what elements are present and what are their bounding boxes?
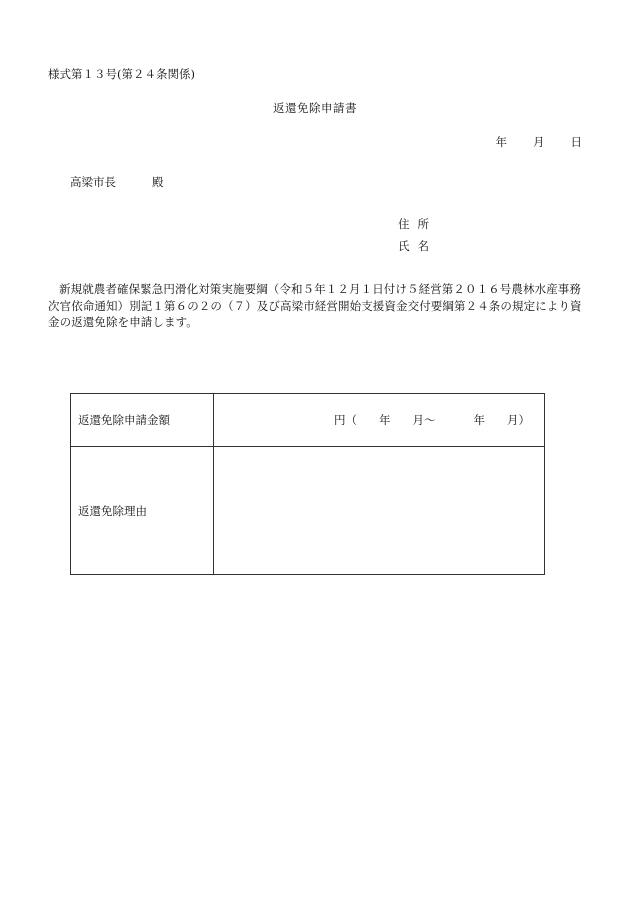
amount-label: 返還免除申請金額 (71, 394, 214, 447)
reason-value-field[interactable] (214, 447, 545, 575)
addressee (70, 174, 164, 190)
reason-label: 返還免除理由 (71, 447, 214, 575)
table-row-reason (71, 447, 545, 575)
amount-yen: 円（ (334, 413, 357, 427)
document-title: 返還免除申請書 (273, 101, 357, 115)
amount-month-from: 月〜 (412, 413, 436, 427)
address-label: 住所 (398, 217, 437, 231)
name-label: 氏名 (398, 239, 437, 253)
application-body-text: 新規就農者確保緊急円滑化対策実施要綱（令和５年１２月１日付け５経営第２０１６号農林水産事務次官依命通知）別記１第６の２の（７）及び高梁市経営開始支援資金交付要綱第２４条の規定により資金の返還免除を申請します。 (48, 282, 582, 329)
table-row-amount (71, 394, 545, 447)
date-day: 日 (570, 135, 582, 149)
amount-year-from: 年 (379, 413, 391, 427)
date-year: 年 (495, 135, 507, 149)
form-number: 様式第１３号(第２４条関係) (48, 67, 195, 81)
addressee-name: 高梁市長 (70, 175, 116, 189)
date-line (496, 134, 583, 150)
applicant-block (398, 213, 437, 257)
addressee-honorific: 殿 (152, 175, 164, 189)
amount-value-field[interactable] (214, 394, 545, 447)
date-month: 月 (533, 135, 545, 149)
amount-year-to: 年 (473, 413, 485, 427)
application-detail-table (70, 393, 545, 575)
amount-month-to: 月） (507, 413, 530, 427)
